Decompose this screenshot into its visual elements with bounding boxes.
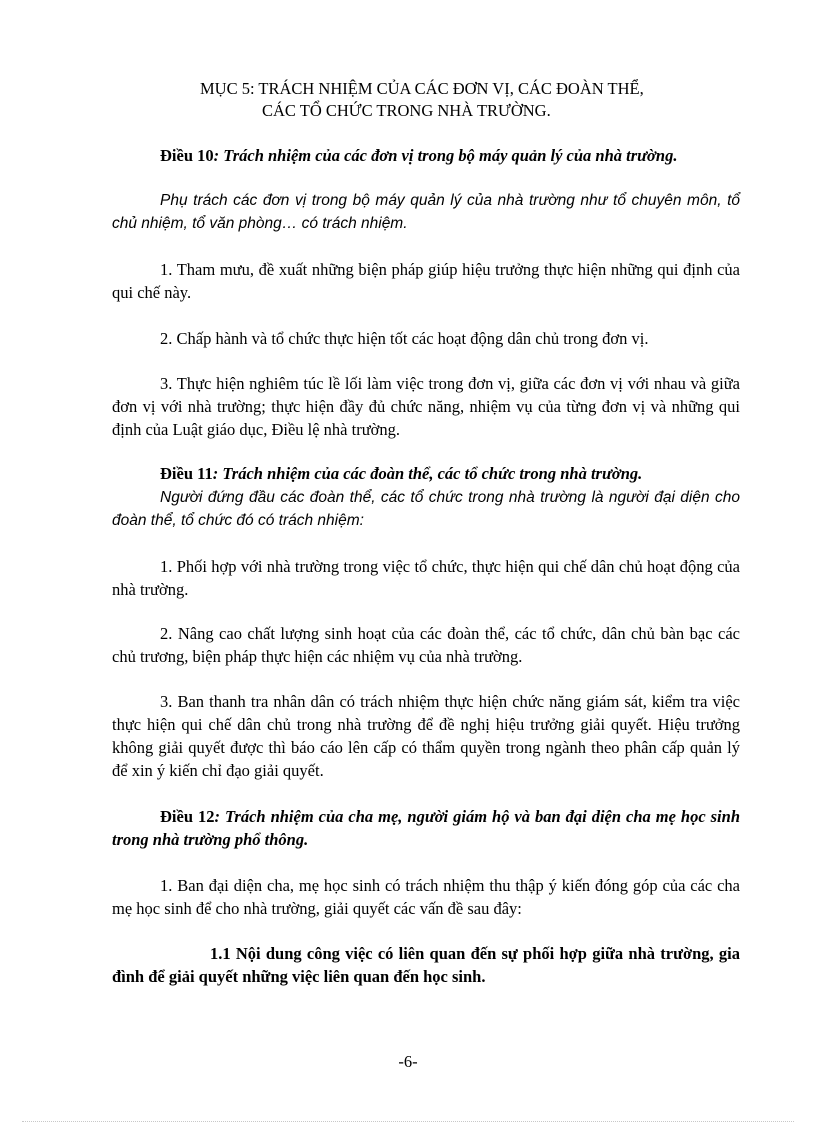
article-10-item-1: 1. Tham mưu, đề xuất những biện pháp giúp hiệu trưởng thực hiện những qui định của qui chế này. — [112, 260, 740, 302]
article-11-heading — [112, 462, 740, 485]
article-11-title: : Trách nhiệm của các đoàn thể, các tổ chức trong nhà trường. — [212, 464, 643, 483]
section-heading-line1: MỤC 5: TRÁCH NHIỆM CỦA CÁC ĐƠN VỊ, CÁC ĐOÀN THỂ, — [200, 79, 644, 98]
article-10-item-2: 2. Chấp hành và tổ chức thực hiện tốt các hoạt động dân chủ trong đơn vị. — [160, 329, 649, 348]
section-heading — [200, 78, 760, 122]
article-11-item-3: 3. Ban thanh tra nhân dân có trách nhiệm thực hiện chức năng giám sát, kiểm tra việc thực hiện qui chế dân chủ trong nhà trường để đề nghị hiệu trưởng giải quyết. Hiệu trưởng không giải quyết được thì báo cáo lên cấp có thẩm quyền trong ngành theo phân cấp quản lý để xin ý kiến chỉ đạo giải quyết. — [112, 692, 740, 780]
page-number: -6- — [398, 1052, 418, 1071]
article-12-label: Điều 12 — [160, 807, 215, 826]
article-12-subitem-1-1: 1.1 Nội dung công việc có liên quan đến sự phối hợp giữa nhà trường, gia đình để giải quyết những việc liên quan đến học sinh. — [112, 944, 740, 986]
article-12-heading — [112, 805, 740, 851]
article-10-item-3: 3. Thực hiện nghiêm túc lề lối làm việc trong đơn vị, giữa các đơn vị với nhau và giữa đơn vị với nhà trường; thực hiện đầy đủ chức năng, nhiệm vụ của từng đơn vị và những qui định của Luật giáo dục, Điều lệ nhà trường. — [112, 374, 740, 439]
article-10-label: Điều 10 — [160, 146, 214, 165]
article-10-title: : Trách nhiệm của các đơn vị trong bộ máy quản lý của nhà trường. — [213, 146, 678, 165]
article-12-item-1: 1. Ban đại diện cha, mẹ học sinh có trách nhiệm thu thập ý kiến đóng góp của các cha mẹ học sinh để cho nhà trường, giải quyết các vấn đề sau đây: — [112, 876, 740, 918]
article-10-intro: Phụ trách các đơn vị trong bộ máy quản lý của nhà trường như tổ chuyên môn, tổ chủ nhiệm, tổ văn phòng… có trách nhiệm. — [112, 192, 740, 232]
page-bottom-divider — [22, 1121, 794, 1122]
article-11-intro: Người đứng đầu các đoàn thể, các tổ chức trong nhà trường là người đại diện cho đoàn thể, tổ chức đó có trách nhiệm: — [112, 489, 740, 529]
article-11-item-1: 1. Phối hợp với nhà trường trong việc tổ chức, thực hiện qui chế dân chủ hoạt động của nhà trường. — [112, 557, 740, 599]
article-11-label: Điều 11 — [160, 464, 213, 483]
article-12-title: : Trách nhiệm của cha mẹ, người giám hộ và ban đại diện cha mẹ học sinh trong nhà trường phổ thông. — [112, 807, 740, 849]
article-10-heading — [112, 144, 740, 167]
section-heading-line2: CÁC TỔ CHỨC TRONG NHÀ TRƯỜNG. — [262, 101, 551, 120]
article-11-item-2: 2. Nâng cao chất lượng sinh hoạt của các đoàn thể, các tổ chức, dân chủ bàn bạc các chủ trương, biện pháp thực hiện các nhiệm vụ của nhà trường. — [112, 624, 740, 666]
